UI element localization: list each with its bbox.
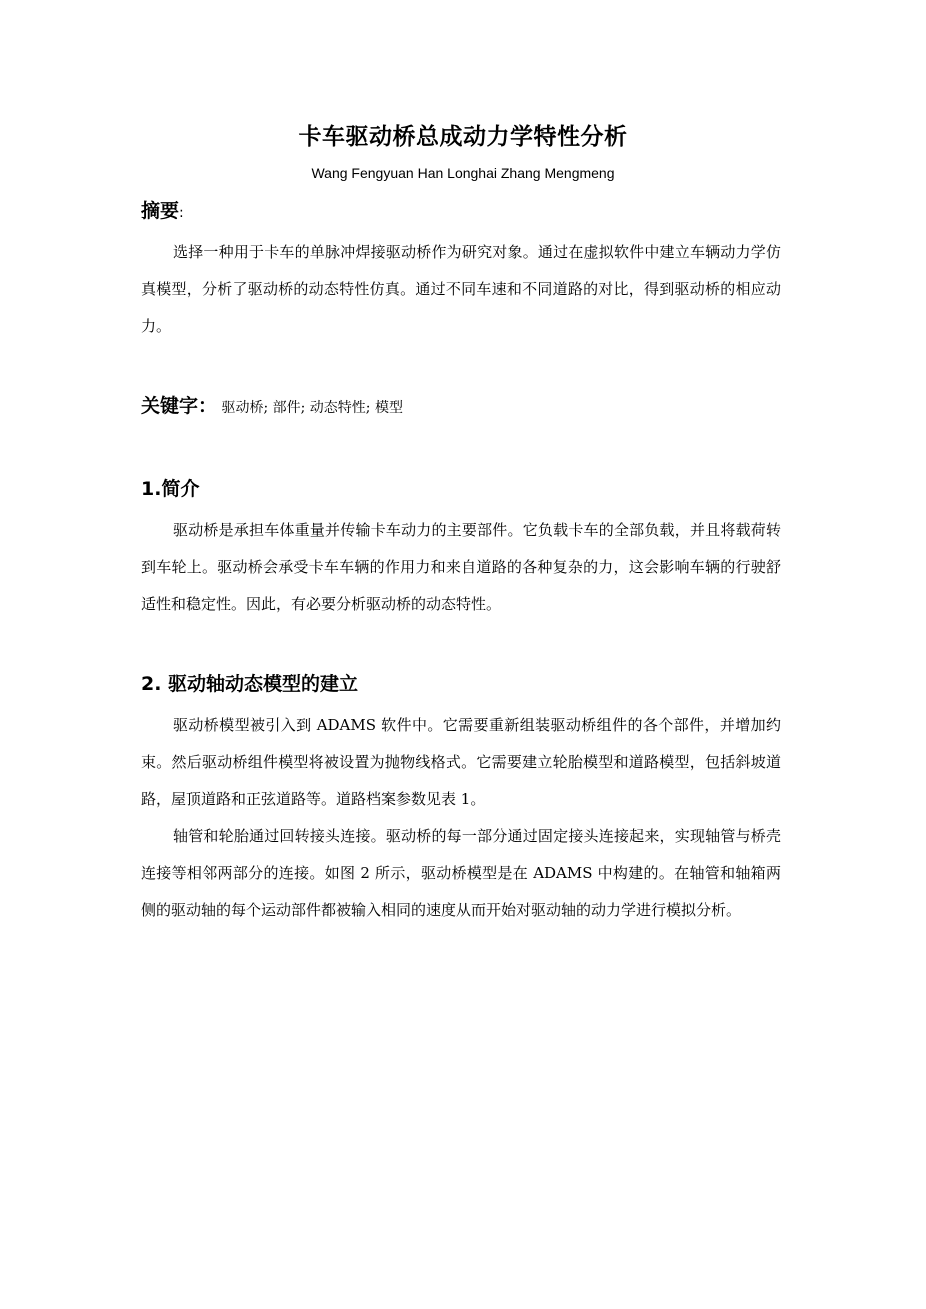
- keywords-text: 驱动桥; 部件; 动态特性; 模型: [221, 400, 403, 416]
- abstract-colon: :: [179, 205, 184, 221]
- keywords-label: 关键字：: [141, 395, 218, 417]
- model-paragraph-1: 驱动桥模型被引入到 ADAMS 软件中。它需要重新组装驱动桥组件的各个部件，并增加约束。然后驱动桥组件模型将被设置为抛物线格式。它需要建立轮胎模型和道路模型，包括斜坡道路，屋顶道路和正弦道路等。道路档案参数见表 1。: [141, 716, 781, 808]
- abstract-heading: [141, 198, 184, 226]
- section-heading-intro: 1.简介: [141, 478, 200, 500]
- abstract-text: 选择一种用于卡车的单脉冲焊接驱动桥作为研究对象。通过在虚拟软件中建立车辆动力学仿真模型，分析了驱动桥的动态特性仿真。通过不同车速和不同道路的对比，得到驱动桥的相应动力。: [141, 243, 781, 335]
- keywords-row: [141, 392, 403, 422]
- abstract-label: 摘要: [141, 200, 180, 222]
- model-paragraph-2: 轴管和轮胎通过回转接头连接。驱动桥的每一部分通过固定接头连接起来，实现轴管与桥壳连接等相邻两部分的连接。如图 2 所示，驱动桥模型是在 ADAMS 中构建的。在轴管和轴箱两侧的驱动轴的每个运动部件都被输入相同的速度从而开始对驱动轴的动力学进行模拟分析。: [141, 827, 781, 919]
- section-heading-model: 2. 驱动轴动态模型的建立: [141, 673, 359, 695]
- author-list: Wang Fengyuan Han Longhai Zhang Mengmeng: [311, 165, 615, 181]
- intro-paragraph: 驱动桥是承担车体重量并传输卡车动力的主要部件。它负载卡车的全部负载，并且将载荷转到车轮上。驱动桥会承受卡车车辆的作用力和来自道路的各种复杂的力，这会影响车辆的行驶舒适性和稳定性。因此，有必要分析驱动桥的动态特性。: [141, 521, 781, 613]
- page-title: 卡车驱动桥总成动力学特性分析: [298, 124, 628, 150]
